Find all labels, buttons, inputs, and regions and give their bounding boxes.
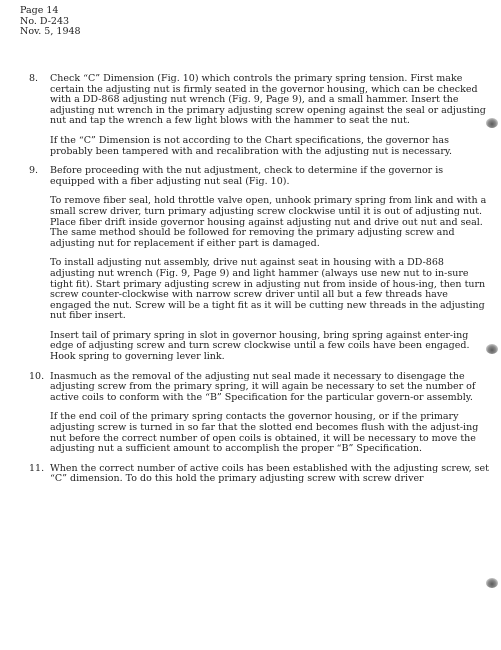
paragraph: Check “C” Dimension (Fig. 10) which controls the primary spring tension. First make certain the adjusting nut is firmly seated in the governor housing, which can be checked with a DD-868 adjusting nut wrench (Fig. 9, Page 9), and a small hammer. Insert the adjusting nut wrench in the primary adjusting screw opening against the seal or adjusting nut and tap the wrench a few light blows with the hammer to seat the nut.	[50, 73, 486, 127]
item-number: 8.	[29, 73, 39, 84]
paragraph: To install adjusting nut assembly, drive nut against seat in housing with a DD-868 adjusting nut wrench (Fig. 9, Page 9) and light hammer (always use new nut to in-sure tight fit). Start primary adjusting screw in adjusting nut from inside of hous-ing, then turn screw counter-clockwise with narrow screw driver until all but a few threads have engaged the nut. Screw will be a tight fit as it will be cutting new threads in the adjusting nut fiber insert.	[50, 257, 486, 322]
item-number: 11.	[29, 462, 45, 474]
document-date: Nov. 5, 1948	[20, 26, 81, 37]
list-item	[20, 74, 490, 157]
paragraph: Insert tail of primary spring in slot in governor housing, bring spring against enter-ing edge of adjusting screw and turn screw clockwise until a few coils have been engaged. Hook spring to governing lever link.	[50, 329, 470, 363]
paragraph: To remove fiber seal, hold throttle valve open, unhook primary spring from link and with a small screw driver, turn primary adjusting screw clockwise until it is out of adjusting nut. Place fiber drift inside governor housing against adjusting nut and drive out nut and seal. The same method should be followed for removing the primary adjusting screw and adjusting nut for replacement if either part is damaged.	[50, 195, 487, 249]
list-item	[20, 372, 490, 455]
list-item	[20, 464, 490, 485]
item-number: 9.	[29, 165, 39, 177]
paragraph: If the “C” Dimension is not according to the Chart specifications, the governor has probably been tampered with and recalibration with the adjusting nut is necessary.	[50, 134, 452, 157]
document-body	[20, 74, 490, 494]
paragraph: If the end coil of the primary spring contacts the governor housing, or if the primary adjusting screw is turned in so far that the slotted end becomes flush with the adjust-ing nut before the correct number of open coils is obtained, it will be necessary to move the adjusting nut a sufficient amount to accomplish the proper “B” Specification.	[50, 411, 479, 455]
paragraph: When the correct number of active coils has been established with the adjusting screw, set “C” dimension. To do this hold the primary adjusting screw with screw driver	[50, 462, 489, 485]
document-number: No. D-243	[20, 15, 70, 27]
page-header	[20, 6, 81, 38]
list-item	[20, 166, 490, 363]
binder-hole	[486, 578, 498, 588]
page-number: Page 14	[20, 5, 59, 16]
paragraph: Inasmuch as the removal of the adjusting nut seal made it necessary to disengage the adjusting screw from the primary spring, it will again be necessary to set the number of active coils to conform with the “B” Specification for the particular govern-or assembly.	[50, 370, 476, 403]
paragraph: Before proceeding with the nut adjustment, check to determine if the governor is equipped with a fiber adjusting nut seal (Fig. 10).	[50, 165, 444, 187]
item-number: 10.	[29, 370, 45, 382]
